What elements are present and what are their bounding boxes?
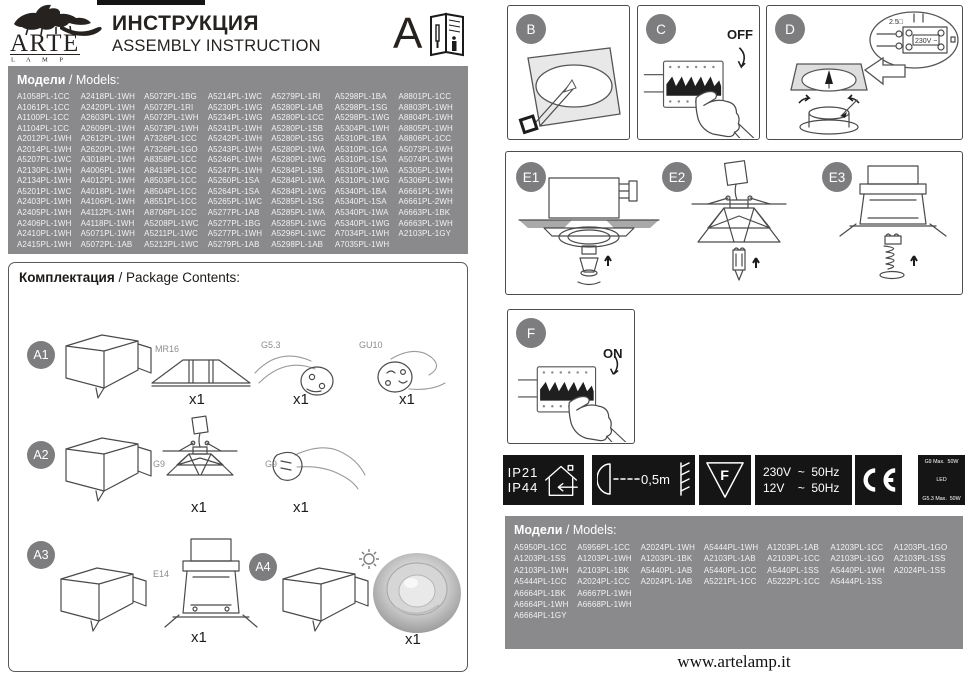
ip-rating-line1: IP21: [507, 465, 539, 480]
model-number: A1058PL-1CC: [17, 92, 70, 101]
model-number: [704, 610, 765, 621]
model-number: A5280PL-1WG: [271, 155, 327, 165]
model-number: A2012PL-1WH: [17, 134, 72, 144]
model-number: A5340PL-1BA: [334, 186, 387, 196]
brand-subname: L A M P: [11, 56, 68, 62]
scan-artifact-bar: [97, 0, 205, 5]
model-number: [767, 610, 828, 621]
sun-icon: [359, 549, 379, 569]
quantity-label: x1: [399, 391, 415, 408]
model-number: A5298PL-1WG: [334, 113, 390, 123]
model-number: [894, 610, 955, 621]
package-contents-panel: [8, 262, 468, 672]
lamp-base-label: G5.3: [261, 340, 281, 350]
lamp-type-line3: G5.3 Max. 50W: [922, 496, 961, 503]
model-number: A5298PL-1SG: [334, 102, 388, 112]
model-number: A7035PL-1WH: [334, 239, 390, 249]
voltage-line1: 230V ~ 50Hz: [763, 465, 840, 479]
step-badge-f: F: [516, 318, 546, 348]
model-number: A5072PL-1RI: [144, 102, 194, 112]
step-badge-c: C: [646, 14, 676, 44]
quantity-label: x1: [189, 391, 205, 408]
voltage-line2: 12V ~ 50Hz: [763, 481, 840, 495]
switch-state-label: OFF: [727, 27, 753, 42]
model-number: [398, 240, 460, 251]
models-table-title: [17, 73, 460, 88]
model-number: A5230PL-1WG: [207, 102, 263, 112]
spec-ce-mark: [855, 455, 902, 505]
model-number: A2103PL-1GO: [830, 554, 884, 564]
model-number: A5280PL-1SB: [271, 123, 324, 133]
model-number: A5279PL-1RI: [271, 92, 321, 101]
doc-type-mark: [393, 8, 473, 60]
f-mark-letter: F: [720, 468, 729, 484]
model-number: A5310PL-1SA: [334, 155, 387, 165]
step-badge-e3: E3: [822, 162, 852, 192]
model-number: A5306PL-1WH: [398, 176, 453, 186]
voltage-label: 230V ~: [915, 38, 938, 45]
quantity-label: x1: [191, 499, 207, 516]
model-number: [767, 588, 828, 599]
model-number: A5241PL-1WH: [207, 123, 263, 133]
variant-badge-a2: A2: [27, 441, 55, 469]
model-number: A5304PL-1WH: [334, 123, 390, 133]
model-number: A2024PL-1CC: [577, 577, 630, 587]
model-number: A6663PL-1BK: [398, 208, 451, 218]
model-number: A4118PL-1WH: [80, 218, 135, 228]
model-number: A8805PL-1WH: [398, 123, 453, 133]
model-number: A5277PL-1WH: [207, 229, 263, 239]
model-number: A5285PL-1WG: [271, 218, 327, 228]
model-number: A5310PL-1GA: [334, 144, 388, 154]
model-number: A2103PL-1SS: [893, 554, 946, 564]
package-title-ru: Комплектация: [19, 270, 115, 285]
model-number: A5071PL-1WH: [80, 229, 136, 239]
model-number: [830, 610, 891, 621]
model-number: A5284PL-1WA: [271, 176, 326, 186]
model-number: A4006PL-1WH: [80, 165, 136, 175]
model-number: A2014PL-1WH: [17, 144, 72, 154]
model-number: A2418PL-1WH: [80, 92, 136, 101]
model-number: [641, 588, 702, 599]
carton-box-icon: [54, 421, 154, 511]
model-number: A7326PL-1CC: [144, 134, 197, 144]
model-number: A2103PL-1AB: [703, 554, 756, 564]
step-badge-d: D: [775, 14, 805, 44]
model-number: A5221PL-1CC: [703, 577, 757, 587]
model-number: A5298PL-1BA: [334, 92, 387, 101]
package-title-en: / Package Contents:: [114, 270, 241, 285]
model-number: A5444PL-1WH: [703, 543, 759, 552]
model-number: [704, 588, 765, 599]
model-number: A5440PL-1AB: [640, 565, 693, 575]
model-number: A5305PL-1WH: [398, 165, 453, 175]
model-number: A1104PL-1CC: [17, 123, 70, 133]
model-number: A4112PL-1WH: [80, 208, 135, 218]
model-number: A5340PL-1WG: [334, 218, 390, 228]
model-number: A7034PL-1WH: [334, 229, 390, 239]
model-number: A8503PL-1CC: [144, 176, 197, 186]
model-number: A5279PL-1AB: [207, 239, 260, 249]
ce-mark-icon: [859, 467, 899, 493]
model-number: A6664PL-1GY: [514, 611, 567, 621]
models-table-top: [8, 66, 468, 254]
model-number: A5956PL-1CC: [577, 543, 630, 552]
model-number: A2415PL-1WH: [17, 239, 72, 249]
model-number: A2420PL-1WH: [80, 102, 136, 112]
model-number: A5296PL-1WC: [271, 229, 326, 239]
model-number: A2130PL-1WH: [17, 165, 72, 175]
model-number: A2024PL-1SS: [893, 565, 946, 575]
model-number: [704, 599, 765, 610]
e14-install-illustration: [826, 162, 961, 292]
model-number: A1203PL-1WH: [577, 554, 632, 564]
model-number: A2603PL-1WH: [80, 113, 136, 123]
house-icon: [543, 461, 579, 499]
lamp-base-label: G9: [265, 459, 278, 469]
doc-letter: A: [393, 9, 423, 58]
model-number: [577, 610, 638, 621]
model-number: [767, 599, 828, 610]
model-number: A5242PL-1WH: [207, 134, 263, 144]
model-number: A6663PL-1WH: [398, 218, 453, 228]
model-number: A2403PL-1WH: [17, 197, 72, 207]
model-number: A5444PL-1CC: [514, 577, 567, 587]
model-number: A4018PL-1WH: [80, 186, 136, 196]
model-number: A5214PL-1WC: [207, 92, 263, 101]
models-grid-top: [17, 92, 460, 250]
model-number: A5440PL-1WH: [830, 565, 885, 575]
model-number: A5280PL-1SG: [271, 134, 324, 144]
model-number: A5243PL-1WH: [207, 144, 263, 154]
g9-install-illustration: [664, 158, 814, 294]
spec-lamp-types: [918, 455, 965, 505]
model-number: A7326PL-1GO: [144, 144, 198, 154]
arte-lamp-logo: [8, 2, 108, 62]
model-number: A5440PL-1SS: [767, 565, 819, 575]
model-number: A5284PL-1WG: [271, 186, 327, 196]
g9-fixture-icon: [149, 413, 249, 508]
model-number: A2134PL-1WH: [17, 176, 72, 186]
model-number: A3018PL-1WH: [80, 155, 136, 165]
lamp-base-label: G9: [153, 459, 166, 469]
step-panel-b: [507, 5, 630, 140]
spec-ip-rating: [503, 455, 584, 505]
models-grid-bottom: [514, 542, 955, 622]
model-number: [894, 599, 955, 610]
model-number: A8706PL-1CC: [144, 208, 197, 218]
step-badge-b: B: [516, 14, 546, 44]
model-number: A2024PL-1WH: [640, 543, 696, 552]
variant-badge-a3: A3: [27, 541, 55, 569]
lamp-type-line1: G9 Max. 50W: [924, 458, 959, 465]
ip-rating-line2: IP44: [507, 480, 539, 495]
model-number: A5277PL-1AB: [207, 208, 260, 218]
variant-badge-a1: A1: [27, 341, 55, 369]
model-number: A2612PL-1WH: [80, 134, 136, 144]
model-number: A2620PL-1WH: [80, 144, 136, 154]
model-number: [830, 588, 891, 599]
model-number: A2609PL-1WH: [80, 123, 136, 133]
model-number: [894, 588, 955, 599]
model-number: A2103PL-1BK: [577, 565, 630, 575]
model-number: A4106PL-1WH: [80, 197, 136, 207]
brand-name: ARTE: [10, 30, 80, 57]
g9-socket-icon: [261, 441, 371, 496]
model-number: A2103PL-1GY: [398, 229, 452, 239]
model-number: A1203PL-1AB: [767, 543, 819, 552]
model-number: A2410PL-1WH: [17, 229, 72, 239]
model-number: A2406PL-1WH: [17, 218, 72, 228]
cut-hole-illustration: [514, 36, 626, 136]
quantity-label: x1: [293, 391, 309, 408]
distance-icon: [597, 461, 691, 499]
model-number: A5340PL-1SA: [334, 197, 387, 207]
model-number: [641, 610, 702, 621]
model-number: A5222PL-1CC: [767, 577, 820, 587]
model-number: A8803PL-1WH: [398, 102, 453, 112]
model-number: A2405PL-1WH: [17, 208, 72, 218]
power-on-illustration: [514, 348, 632, 442]
step-panel-f: [507, 309, 635, 444]
wire-gauge-label: 2.5□: [889, 19, 903, 26]
models-title-ru: Модели: [514, 523, 563, 537]
instruction-booklet-icon: [428, 11, 466, 57]
model-number: A5073PL-1WH: [144, 123, 199, 133]
model-number: A5340PL-1WA: [334, 208, 389, 218]
lamp-base-label: GU10: [359, 340, 383, 350]
model-number: A1061PL-1CC: [17, 102, 70, 112]
variant-badge-a4: A4: [249, 553, 277, 581]
models-table-title: [514, 523, 955, 538]
model-number: A5207PL-1WC: [17, 155, 72, 165]
step-panel-c: [637, 5, 760, 140]
carton-box-icon: [54, 318, 154, 408]
model-number: A8551PL-1CC: [144, 197, 197, 207]
models-title-en: / Models:: [562, 523, 617, 537]
model-number: A5265PL-1WC: [207, 197, 263, 207]
quantity-label: x1: [293, 499, 309, 516]
lion-icon: [8, 2, 108, 62]
spec-voltage: [755, 455, 852, 505]
power-off-illustration: [642, 42, 758, 138]
model-number: A5072PL-1BG: [144, 92, 197, 101]
lamp-base-label: E14: [153, 569, 170, 579]
model-number: A2103PL-1CC: [767, 554, 820, 564]
carton-box-icon: [49, 551, 149, 641]
model-number: A5310PL-1WA: [334, 165, 389, 175]
model-number: A1203PL-1CC: [830, 543, 884, 552]
model-number: [830, 599, 891, 610]
model-number: A6664PL-1WH: [514, 600, 569, 610]
package-title: [19, 270, 240, 285]
model-number: A6667PL-1WH: [577, 588, 632, 598]
model-number: A5440PL-1CC: [703, 565, 757, 575]
model-number: A6664PL-1BK: [514, 588, 566, 598]
model-number: A5072PL-1AB: [80, 239, 133, 249]
gu10-install-illustration: [514, 170, 664, 292]
model-number: A5211PL-1WC: [144, 229, 199, 239]
model-number: [894, 576, 955, 587]
model-number: A6661PL-1WH: [398, 186, 453, 196]
model-number: A5280PL-1AB: [271, 102, 324, 112]
model-number: A8806PL-1CC: [398, 134, 452, 144]
model-number: A5072PL-1WH: [144, 113, 199, 123]
model-number: A4012PL-1WH: [80, 176, 136, 186]
model-number: A5280PL-1CC: [271, 113, 324, 123]
model-number: A5246PL-1WH: [207, 155, 263, 165]
model-number: A5074PL-1WH: [398, 155, 453, 165]
distance-label: 0,5m: [640, 472, 670, 487]
model-number: A2103PL-1WH: [514, 565, 569, 575]
model-number: A5310PL-1WG: [334, 176, 390, 186]
model-number: A5280PL-1WA: [271, 144, 326, 154]
model-number: A6668PL-1WH: [577, 600, 632, 610]
model-number: A6661PL-2WH: [398, 197, 453, 207]
spec-min-distance: [592, 455, 695, 505]
mr16-ring-icon: [147, 355, 255, 391]
model-number: A5284PL-1SB: [271, 165, 324, 175]
title-english: ASSEMBLY INSTRUCTION: [112, 37, 321, 55]
model-number: A5298PL-1AB: [271, 239, 324, 249]
step-panel-e: [505, 151, 963, 295]
model-number: A5285PL-1WA: [271, 208, 326, 218]
model-number: A8804PL-1WH: [398, 113, 453, 123]
model-number: A5444PL-1SS: [830, 577, 883, 587]
step-badge-e2: E2: [662, 162, 692, 192]
model-number: A5208PL-1WC: [144, 218, 199, 228]
title-russian: ИНСТРУКЦИЯ: [112, 12, 259, 35]
models-table-bottom: [505, 516, 963, 649]
spec-f-mark: [699, 455, 751, 505]
model-number: A1203PL-1SS: [514, 554, 566, 564]
model-number: A5260PL-1SA: [207, 176, 260, 186]
lamp-type-line2: LED: [936, 477, 947, 484]
quantity-label: x1: [191, 629, 207, 646]
model-number: A1100PL-1CC: [17, 113, 70, 123]
step-badge-e1: E1: [516, 162, 546, 192]
models-title-ru: Модели: [17, 73, 66, 87]
model-number: A2024PL-1AB: [640, 577, 693, 587]
quantity-label: x1: [405, 631, 421, 648]
step-panel-d: [766, 5, 963, 140]
model-number: A5277PL-1BG: [207, 218, 261, 228]
lamp-base-label: MR16: [155, 344, 180, 354]
model-number: A8801PL-1CC: [398, 92, 452, 101]
model-number: A5247PL-1WH: [207, 165, 263, 175]
models-title-en: / Models:: [65, 73, 120, 87]
model-number: A5264PL-1SA: [207, 186, 260, 196]
model-number: A5201PL-1WC: [17, 186, 72, 196]
wiring-illustration: [769, 8, 961, 136]
model-number: A1203PL-1BK: [640, 554, 693, 564]
document-title: [112, 12, 321, 56]
website-url[interactable]: [505, 652, 963, 672]
model-number: A5950PL-1CC: [514, 543, 567, 552]
model-number: A8358PL-1CC: [144, 155, 197, 165]
website-link[interactable]: www.artelamp.it: [677, 652, 791, 671]
finished-lamp-photo: [355, 545, 465, 645]
model-number: A8419PL-1CC: [144, 165, 197, 175]
model-number: [641, 599, 702, 610]
model-number: A8504PL-1CC: [144, 186, 197, 196]
e14-fixture-icon: [161, 535, 261, 635]
model-number: A5310PL-1BA: [334, 134, 387, 144]
f-triangle-icon: [704, 460, 746, 500]
model-number: A5234PL-1WG: [207, 113, 263, 123]
switch-state-label: ON: [603, 346, 623, 361]
model-number: A5073PL-1WH: [398, 144, 453, 154]
model-number: A5285PL-1SG: [271, 197, 324, 207]
model-number: A1203PL-1GO: [893, 543, 948, 552]
model-number: A5212PL-1WC: [144, 239, 199, 249]
